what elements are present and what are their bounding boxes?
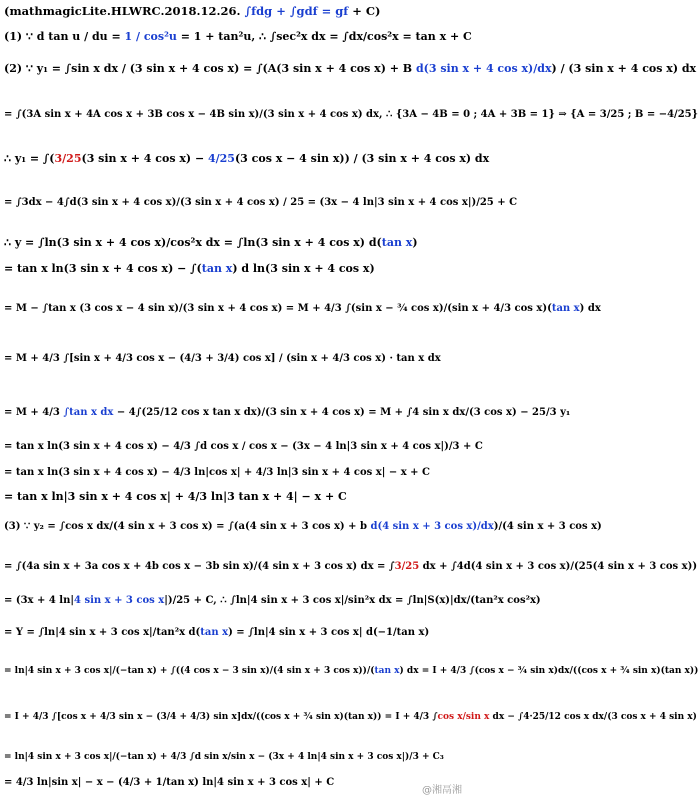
eq-text: = I + 4/3 ∫[cos x + 4/3 sin x − (3/4 + 4/3) sin x]dx/((cos x + ¾ sin x)(tan x)) = I + 4/3 ∫ xyxy=(4,712,438,722)
eq-red: cos x/sin x xyxy=(437,712,490,722)
equation-line xyxy=(4,594,541,608)
equation-line xyxy=(4,152,490,166)
equation-line xyxy=(4,520,602,534)
header-suffix: + C) xyxy=(352,4,381,18)
eq-text: ) d ln(3 sin x + 4 cos x) xyxy=(232,262,375,275)
eq-text: ) dx = I + 4/3 ∫(cos x − ¾ sin x)dx/((cos x + ¾ sin x)(tan x)) xyxy=(399,666,698,676)
equation-line xyxy=(4,776,464,790)
watermark: @湘鬲湘 xyxy=(422,785,462,796)
eq-text: = tan x ln(3 sin x + 4 cos x) − 4/3 ln|cos x| + 4/3 ln|3 sin x + 4 cos x| − x + C xyxy=(4,467,430,478)
eq-highlight: 1 / cos²u xyxy=(124,30,177,43)
equation-line xyxy=(4,664,698,678)
eq-red: 3/25 xyxy=(54,152,82,165)
equation-line xyxy=(4,406,571,420)
eq-text: = tan x ln(3 sin x + 4 cos x) − 4/3 ∫d cos x / cos x − (3x − 4 ln|3 sin x + 4 cos x|)/3 + C xyxy=(4,441,483,452)
header-fdg: ∫fdg xyxy=(244,4,273,18)
eq-text: (1) ∵ d tan u / du = xyxy=(4,30,125,43)
eq-text: = 4/3 ln|sin x| − x − (4/3 + 1/tan x) ln|4 sin x + 3 cos x| + C xyxy=(4,777,335,788)
equation-line xyxy=(4,466,464,480)
eq-text: = ∫(4a sin x + 3a cos x + 4b cos x − 3b sin x)/(4 sin x + 3 cos x) dx = ∫ xyxy=(4,561,395,572)
eq-highlight: 4/25 xyxy=(207,152,235,165)
header-line xyxy=(4,4,464,18)
eq-text: − 4∫(25/12 cos x tan x dx)/(3 sin x + 4 cos x) = M + ∫4 sin x dx/(3 cos x) − 25/3 y₁ xyxy=(113,407,571,418)
eq-highlight: tan x xyxy=(374,666,400,676)
equation-line xyxy=(4,710,697,724)
eq-highlight: tan x xyxy=(551,303,580,314)
eq-highlight: ∫tan x dx xyxy=(63,407,114,418)
equation-line xyxy=(4,108,698,122)
eq-highlight: tan x xyxy=(200,627,229,638)
eq-highlight: 4 sin x + 3 cos x xyxy=(74,595,165,606)
eq-text: ) / (3 sin x + 4 cos x) dx xyxy=(551,62,697,75)
eq-text: = ∫3dx − 4∫d(3 sin x + 4 cos x)/(3 sin x + 4 cos x) / 25 = (3x − 4 ln|3 sin x + 4 cos x|)/25 + C xyxy=(4,197,518,208)
eq-text: (2) ∵ y₁ = ∫sin x dx / (3 sin x + 4 cos x) = ∫(A(3 sin x + 4 cos x) + B xyxy=(4,62,416,75)
header-plus: + xyxy=(276,4,286,18)
eq-highlight: tan x xyxy=(201,262,233,275)
eq-text: = ln|4 sin x + 3 cos x|/(−tan x) + 4/3 ∫d sin x/sin x − (3x + 4 ln|4 sin x + 3 cos x|)/3 + C₃ xyxy=(4,752,444,762)
equation-line xyxy=(4,490,464,504)
eq-text: = ∫(3A sin x + 4A cos x + 3B cos x − 4B sin x)/(3 sin x + 4 cos x) dx, ∴ {3A − 4B = 0 ; 4A + 3B = 1} ⇒ {A = 3/25 ; B = −4/25} xyxy=(4,109,698,120)
eq-text: )/(4 sin x + 3 cos x) xyxy=(493,521,602,532)
eq-text: |)/25 + C, ∴ ∫ln|4 sin x + 3 cos x|/sin²x dx = ∫ln|S(x)|dx/(tan²x cos²x) xyxy=(164,595,541,606)
eq-text: ) dx xyxy=(579,303,601,314)
equation-line xyxy=(4,262,464,276)
eq-text: = M + 4/3 xyxy=(4,407,64,418)
eq-text: dx − ∫4·25/12 cos x dx/(3 cos x + 4 sin x) xyxy=(489,712,697,722)
eq-text: = M − ∫tan x (3 cos x − 4 sin x)/(3 sin x + 4 cos x) = M + 4/3 ∫(sin x − ¾ cos x)/(sin x + 4/3 cos x)( xyxy=(4,303,552,314)
eq-text: = 1 + tan²u, ∴ ∫sec²x dx = ∫dx/cos²x = tan x + C xyxy=(176,30,472,43)
equation-line xyxy=(4,30,472,44)
eq-highlight: d(4 sin x + 3 cos x)/dx xyxy=(370,521,494,532)
eq-red: 3/25 xyxy=(394,561,420,572)
eq-highlight: tan x xyxy=(381,236,413,249)
equation-line xyxy=(4,440,483,454)
eq-text: ∴ y = ∫ln(3 sin x + 4 cos x)/cos²x dx = ∫ln(3 sin x + 4 cos x) d( xyxy=(4,236,382,249)
equation-line xyxy=(4,626,464,640)
eq-text: = M + 4/3 ∫[sin x + 4/3 cos x − (4/3 + 3/4) cos x] / (sin x + 4/3 cos x) · tan x dx xyxy=(4,353,441,364)
eq-text: (3) ∵ y₂ = ∫cos x dx/(4 sin x + 3 cos x) = ∫(a(4 sin x + 3 cos x) + b xyxy=(4,521,371,532)
eq-text: ∴ y₁ = ∫( xyxy=(4,152,55,165)
eq-text: = tan x ln|3 sin x + 4 cos x| + 4/3 ln|3 tan x + 4| − x + C xyxy=(4,490,347,503)
eq-text: ) xyxy=(412,236,418,249)
eq-text: ) = ∫ln|4 sin x + 3 cos x| d(−1/tan x) xyxy=(228,627,430,638)
eq-text: = tan x ln(3 sin x + 4 cos x) − ∫( xyxy=(4,262,202,275)
header-prefix: (mathmagicLite.HLWRC.2018.12.26. xyxy=(4,4,241,18)
header-gdf: ∫gdf = gf xyxy=(289,4,349,18)
eq-text: = (3x + 4 ln| xyxy=(4,595,74,606)
equation-line xyxy=(4,750,464,764)
equation-line xyxy=(4,62,697,76)
eq-text: = Y = ∫ln|4 sin x + 3 cos x|/tan²x d( xyxy=(4,627,201,638)
equation-line xyxy=(4,560,698,574)
equation-line xyxy=(4,352,464,366)
equation-line xyxy=(4,302,601,316)
eq-text: = ln|4 sin x + 3 cos x|/(−tan x) + ∫((4 cos x − 3 sin x)/(4 sin x + 3 cos x))/( xyxy=(4,666,375,676)
eq-text: dx + ∫4d(4 sin x + 3 cos x)/(25(4 sin x + 3 cos x)) xyxy=(419,561,698,572)
equation-line xyxy=(4,196,518,210)
equation-line xyxy=(4,236,464,250)
eq-text: (3 sin x + 4 cos x) − xyxy=(81,152,208,165)
eq-highlight: d(3 sin x + 4 cos x)/dx xyxy=(415,62,552,75)
eq-text: (3 cos x − 4 sin x)) / (3 sin x + 4 cos x) dx xyxy=(234,152,490,165)
